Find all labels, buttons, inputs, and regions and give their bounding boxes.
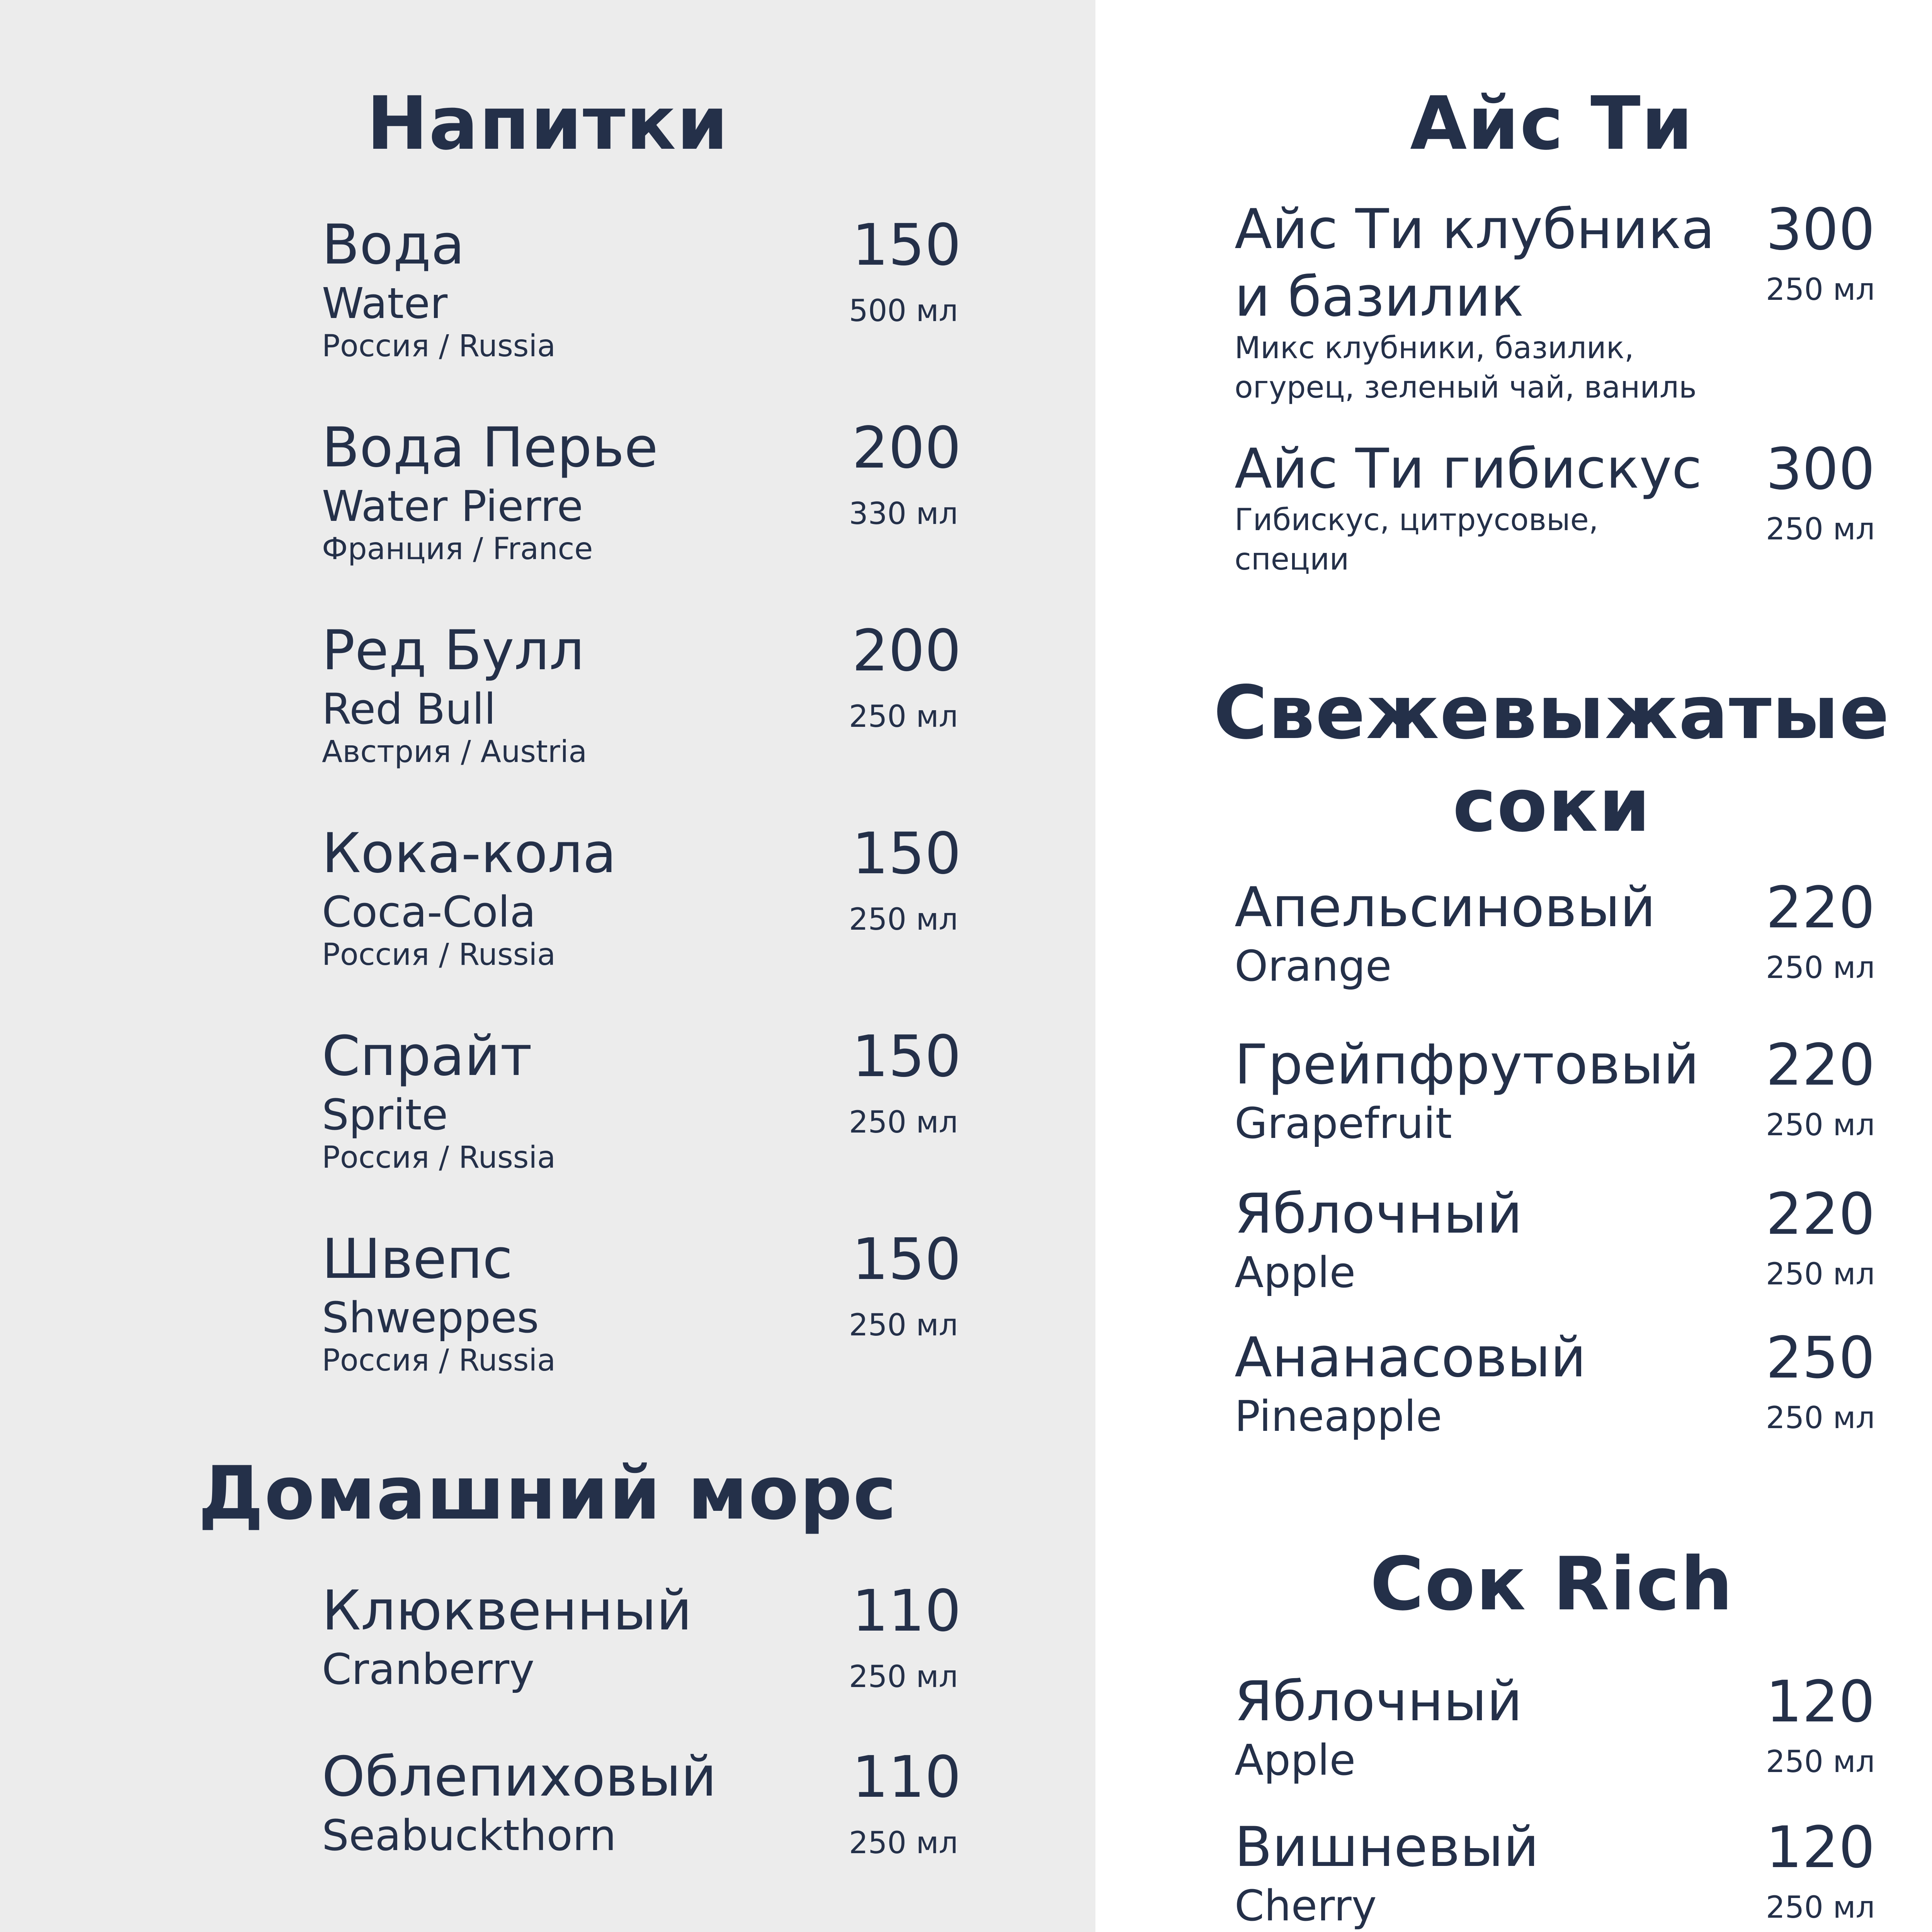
item-english-name: Coca-Cola [322,887,536,937]
item-price: 150 [852,1226,961,1293]
item-name: и базилик [1235,265,1524,329]
item-name: Облепиховый [322,1745,717,1809]
item-description: огурец, зеленый чай, ваниль [1235,370,1697,405]
item-english-name: Apple [1235,1248,1356,1297]
item-price: 120 [1766,1668,1875,1735]
item-name: Вода Перье [322,416,658,480]
item-english-name: Water [322,279,448,328]
ice-tea-title: Айс Ти [1410,81,1694,166]
item-english-name: Cherry [1235,1881,1377,1930]
item-volume: 250 мл [849,699,958,734]
item-name: Айс Ти гибискус [1235,437,1702,501]
item-name: Кока-кола [322,821,617,885]
item-english-name: Grapefruit [1235,1099,1452,1148]
item-description: Гибискус, цитрусовые, [1235,503,1599,537]
mors-title: Домашний морс [198,1451,898,1536]
item-name: Вода [322,213,465,277]
item-english-name: Shweppes [322,1293,539,1342]
drinks-title: Напитки [366,81,729,166]
item-volume: 250 мл [849,1660,958,1694]
item-price: 300 [1766,196,1875,263]
item-description: специи [1235,542,1349,577]
item-english-name: Orange [1235,941,1392,991]
item-english-name: Seabuckthorn [322,1811,616,1860]
item-volume: 250 мл [1766,1890,1875,1925]
item-volume: 250 мл [1766,1108,1875,1143]
item-origin: Австрия / Austria [322,735,587,769]
rich-juice-title: Сок Rich [1370,1541,1734,1627]
item-price: 250 [1766,1325,1875,1391]
item-volume: 500 мл [849,294,958,328]
item-volume: 250 мл [1766,512,1875,547]
item-volume: 250 мл [849,1826,958,1861]
item-volume: 250 мл [849,1105,958,1140]
item-origin: Россия / Russia [322,329,556,364]
item-english-name: Pineapple [1235,1391,1442,1441]
item-name: Клюквенный [322,1579,692,1643]
item-name: Яблочный [1235,1670,1523,1733]
item-volume: 250 мл [1766,1401,1875,1435]
item-price: 120 [1766,1814,1875,1881]
item-origin: Россия / Russia [322,937,556,972]
item-price: 150 [852,820,961,887]
item-volume: 250 мл [1766,272,1875,307]
item-name: Ред Булл [322,619,585,682]
item-english-name: Sprite [322,1090,448,1139]
item-name: Яблочный [1235,1182,1523,1246]
item-name: Спрайт [322,1024,532,1088]
item-english-name: Water Pierre [322,481,583,531]
item-name: Вишневый [1235,1815,1539,1879]
item-origin: Россия / Russia [322,1140,556,1175]
item-price: 200 [852,415,961,481]
item-volume: 250 мл [849,1308,958,1343]
item-price: 150 [852,212,961,278]
item-english-name: Red Bull [322,684,496,734]
item-origin: Россия / Russia [322,1343,556,1378]
item-english-name: Apple [1235,1735,1356,1785]
item-origin: Франция / France [322,532,593,566]
fresh-juices-title-line2: соки [1452,763,1651,848]
fresh-juices-title: Свежевыжатые [1213,670,1890,755]
item-english-name: Cranberry [322,1645,535,1694]
item-name: Швепс [322,1227,513,1291]
item-price: 220 [1766,874,1875,941]
item-name: Ананасовый [1235,1326,1586,1389]
item-name: Грейпфрутовый [1235,1033,1699,1097]
item-price: 220 [1766,1181,1875,1247]
item-price: 110 [852,1744,961,1810]
middle-column [1095,0,1932,1932]
item-volume: 250 мл [849,902,958,937]
item-price: 200 [852,617,961,684]
item-name: Апельсиновый [1235,876,1656,939]
item-description: Микс клубники, базилик, [1235,331,1634,366]
item-volume: 250 мл [1766,1257,1875,1292]
item-price: 300 [1766,436,1875,502]
item-name: Айс Ти клубника [1235,197,1715,261]
item-price: 110 [852,1578,961,1644]
item-volume: 250 мл [1766,1745,1875,1779]
item-volume: 330 мл [849,497,958,531]
item-volume: 250 мл [1766,951,1875,985]
item-price: 150 [852,1023,961,1090]
item-price: 220 [1766,1032,1875,1098]
